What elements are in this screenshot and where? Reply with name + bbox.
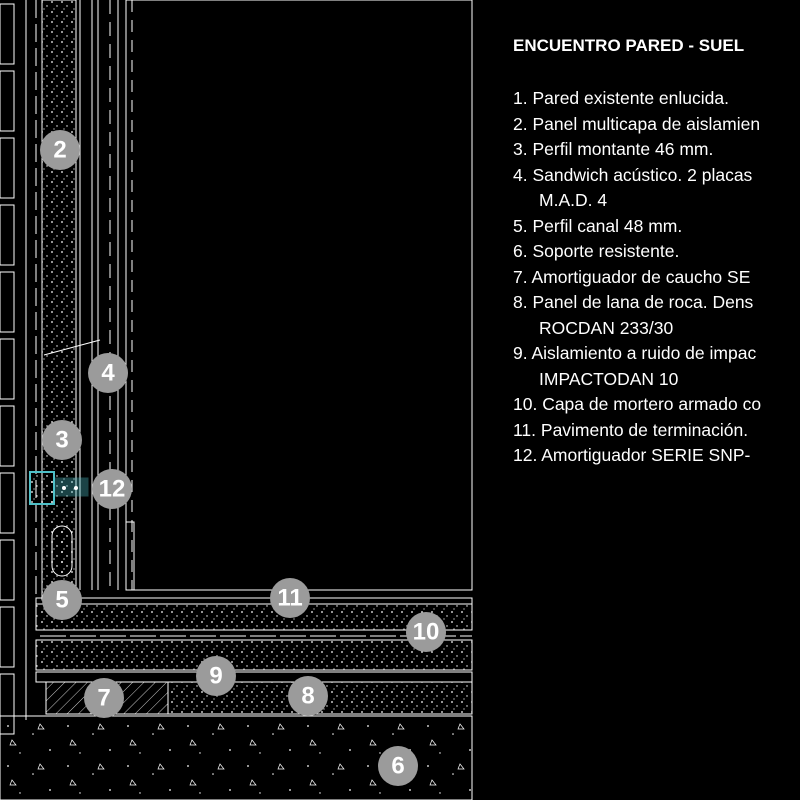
legend-item-text: 9. Aislamiento a ruido de impac (513, 343, 757, 363)
brick (0, 205, 14, 265)
callout-label: 9 (209, 662, 223, 690)
callout-label: 7 (97, 684, 111, 712)
brick (0, 339, 14, 399)
legend (513, 36, 761, 469)
callout-marker-12 (92, 469, 132, 509)
callout-marker-11 (270, 578, 310, 618)
brick (0, 607, 14, 667)
floor-finish (36, 598, 472, 630)
legend-item-text: 2. Panel multicapa de aislamien (513, 113, 761, 134)
legend-item (513, 341, 761, 392)
legend-item-continuation: M.A.D. 4 (539, 190, 608, 210)
callout-marker-4 (88, 353, 128, 393)
legend-item (513, 239, 761, 265)
callout-label: 12 (98, 475, 126, 503)
legend-item-text: 3. Perfil montante 46 mm. (513, 139, 714, 159)
callout-marker-6 (378, 746, 418, 786)
glass-panel-outline (126, 0, 472, 590)
brick (0, 4, 14, 64)
callout-marker-5 (42, 580, 82, 620)
legend-item (513, 290, 761, 341)
mortar-layer (36, 636, 472, 670)
callout-marker-7 (84, 678, 124, 718)
legend-item-text: 4. Sandwich acústico. 2 placas (513, 164, 753, 185)
existing-wall (0, 0, 26, 734)
brick (0, 272, 14, 332)
legend-item (513, 392, 761, 418)
callout-label: 4 (101, 359, 115, 387)
legend-item-continuation: IMPACTODAN 10 (539, 368, 679, 389)
legend-title: ENCUENTRO PARED - SUEL (513, 36, 745, 55)
legend-item-text: 5. Perfil canal 48 mm. (513, 215, 683, 236)
brick (0, 406, 14, 466)
legend-item-text: 12. Amortiguador SERIE SNP- (513, 445, 751, 465)
brick (0, 138, 14, 198)
legend-item (513, 112, 761, 138)
legend-item-text: 1. Pared existente enlucida. (513, 88, 729, 108)
legend-item (513, 214, 761, 240)
callout-label: 5 (55, 586, 69, 614)
legend-item (513, 443, 761, 469)
legend-item-text: 10. Capa de mortero armado co (513, 394, 762, 414)
legend-item (513, 163, 761, 214)
callout-label: 3 (55, 426, 69, 454)
channel-profile (52, 526, 72, 576)
callout-label: 10 (412, 618, 440, 646)
legend-list (513, 86, 761, 469)
legend-item-text: 6. Soporte resistente. (513, 241, 680, 261)
legend-item (513, 418, 761, 444)
callout-marker-3 (42, 420, 82, 460)
callout-marker-9 (196, 656, 236, 696)
callout-marker-2 (40, 130, 80, 170)
brick (0, 71, 14, 131)
legend-item (513, 137, 761, 163)
legend-item (513, 265, 761, 291)
legend-item-text: 7. Amortiguador de caucho SE (513, 266, 751, 287)
callout-label: 6 (391, 752, 405, 780)
callout-marker-8 (288, 676, 328, 716)
callout-marker-10 (406, 612, 446, 652)
legend-item-text: 11. Pavimento de terminación. (513, 419, 749, 440)
legend-item-continuation: ROCDAN 233/30 (539, 317, 674, 338)
callout-label: 2 (53, 136, 67, 164)
callout-label: 8 (301, 682, 315, 710)
brick (0, 473, 14, 533)
multilayer-panel (36, 0, 76, 600)
brick (0, 540, 14, 600)
legend-item-text: 8. Panel de lana de roca. Dens (513, 292, 754, 312)
legend-item (513, 86, 761, 112)
callout-label: 11 (277, 584, 303, 612)
